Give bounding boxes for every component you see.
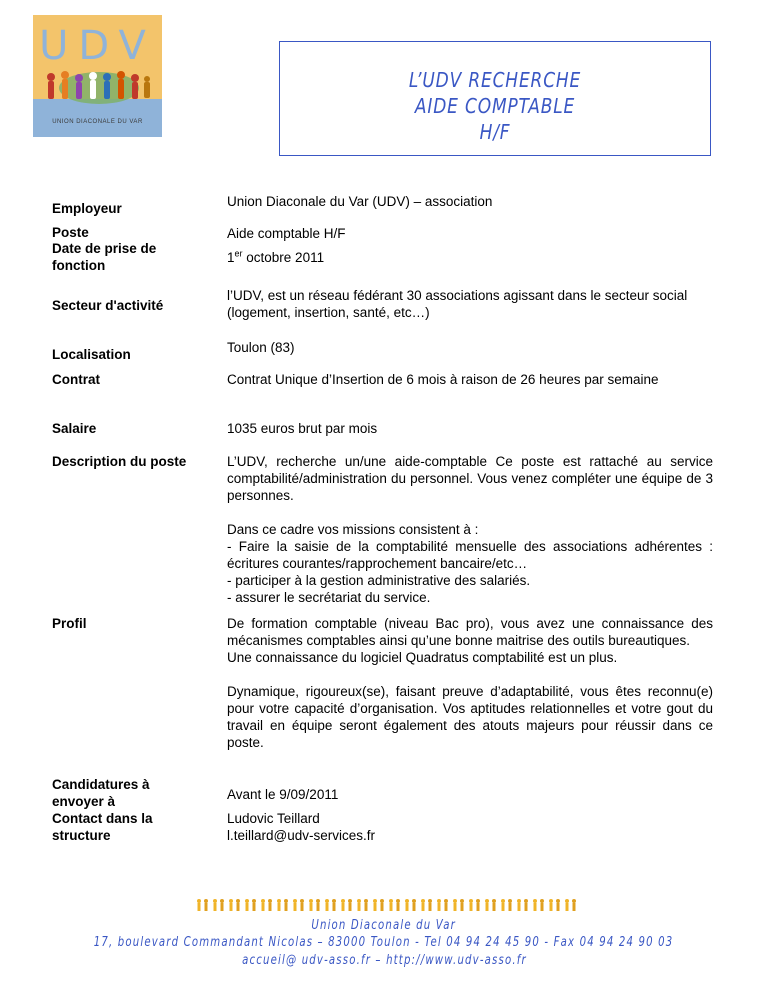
description-mission-2: - participer à la gestion administrative des salariés.: [227, 573, 531, 588]
logo-people-icon: [39, 63, 157, 113]
description-mission-1: - Faire la saisie de la comptabilité mensuelle des associations adhérentes : écritures courantes/rapprochement bancaire/etc…: [227, 539, 713, 571]
people-banner-icon: [195, 898, 580, 912]
date-month-year: octobre 2011: [242, 250, 325, 265]
localisation-value: Toulon (83): [227, 340, 295, 355]
description-missions-intro: Dans ce cadre vos missions consistent à :: [227, 522, 479, 537]
candidatures-value: Avant le 9/09/2011: [227, 787, 339, 802]
title-line-2: AIDE COMPTABLE: [414, 94, 576, 118]
contrat-value: Contrat Unique d’Insertion de 6 mois à raison de 26 heures par semaine: [227, 372, 659, 387]
profil-paragraph-1b: Une connaissance du logiciel Quadratus comptabilité est un plus.: [227, 650, 618, 665]
profil-value: [227, 615, 713, 751]
employeur-value: Union Diaconale du Var (UDV) – association: [227, 194, 493, 209]
footer-address-text: 17, boulevard Commandant Nicolas – 83000 Toulon - Tel 04 94 24 45 90 - Fax 04 94 24 90 03: [94, 935, 674, 950]
contact-name: Ludovic Teillard: [227, 811, 320, 826]
contact-label: Contact dans la structure: [52, 811, 153, 843]
date-ordinal: er: [234, 248, 243, 259]
salaire-value: 1035 euros brut par mois: [227, 421, 378, 436]
footer-organization: [0, 918, 768, 933]
description-paragraph-1: L’UDV, recherche un/une aide-comptable Ce poste est rattaché au service comptabilité/administration du personnel. Vous venez compléter une équipe de 3 personnes.: [227, 454, 713, 503]
description-label: Description du poste: [52, 454, 187, 469]
candidatures-label: Candidatures à envoyer à: [52, 777, 150, 809]
contact-value: [227, 810, 713, 844]
title-line-3: H/F: [479, 120, 511, 144]
logo-caption: UNION DIACONALE DU VAR: [52, 119, 143, 125]
date-day: 1: [227, 250, 235, 265]
salaire-label: Salaire: [52, 421, 97, 436]
description-mission-3: - assurer le secrétariat du service.: [227, 590, 431, 605]
job-title-box: [279, 41, 711, 156]
logo-letters: UDV: [39, 23, 156, 69]
contact-email: l.teillard@udv-services.fr: [227, 828, 375, 843]
footer-web: [0, 953, 768, 968]
profil-paragraph-1: De formation comptable (niveau Bac pro), vous avez une connaissance des mécanismes comptables ainsi qu’une bonne maitrise des outils bureautiques.: [227, 616, 713, 648]
date-label: Date de prise de fonction: [52, 241, 157, 273]
description-value: [227, 453, 713, 606]
footer-organization-text: Union Diaconale du Var: [311, 918, 457, 933]
secteur-value: l’UDV, est un réseau fédérant 30 associations agissant dans le secteur social (logement, insertion, santé, etc…): [227, 288, 688, 320]
footer-address: [0, 935, 768, 950]
poste-value: Aide comptable H/F: [227, 226, 346, 241]
poste-label: Poste: [52, 225, 89, 240]
contrat-label: Contrat: [52, 372, 100, 387]
secteur-label: Secteur d'activité: [52, 298, 164, 313]
profil-paragraph-2: Dynamique, rigoureux(se), faisant preuve d’adaptabilité, vous êtes reconnu(e) pour votre capacité d’organisation. Vos aptitudes relationnelles et votre gout du travail en équipe seront également des atouts majeurs pour réussir dans ce poste.: [227, 684, 713, 750]
udv-logo: [33, 15, 162, 137]
localisation-label: Localisation: [52, 347, 131, 362]
profil-label: Profil: [52, 616, 87, 631]
title-line-1: L’UDV RECHERCHE: [408, 68, 582, 92]
footer-web-text: accueil@ udv-asso.fr – http://www.udv-asso.fr: [241, 953, 527, 968]
employeur-label: Employeur: [52, 201, 122, 216]
date-value: [227, 249, 713, 266]
